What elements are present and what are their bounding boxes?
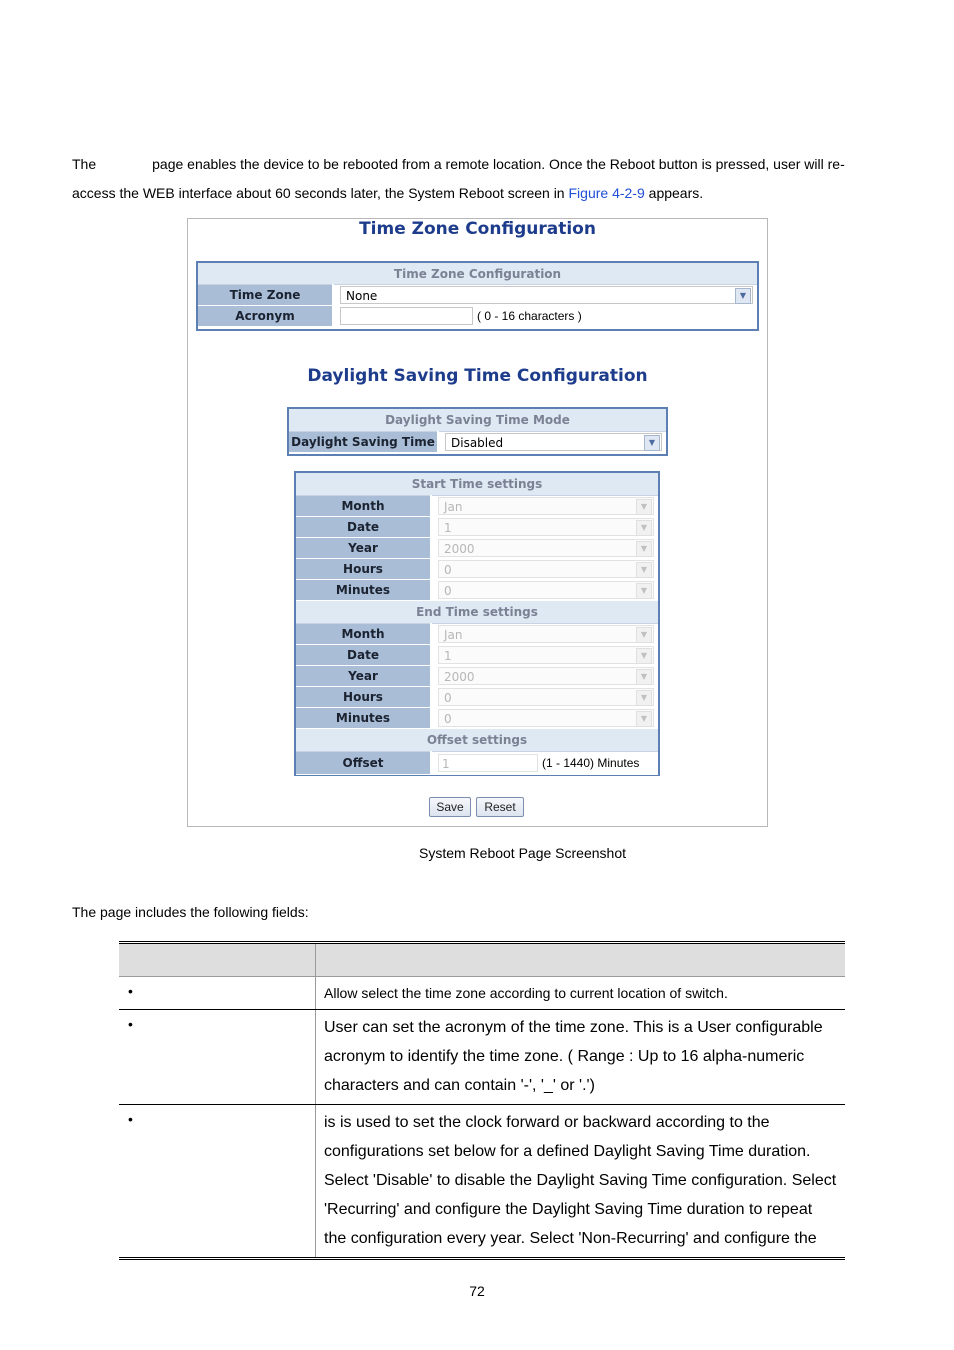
acronym-label: Acronym [198,306,333,327]
figure-link[interactable]: Figure 4-2-9 [568,184,645,201]
start-date-value: 1 [444,521,452,535]
object-column-header [119,943,316,977]
dst-mode-header: Daylight Saving Time Mode [289,409,666,432]
end-year-value: 2000 [444,670,475,684]
chevron-down-icon: ▼ [636,627,652,643]
start-minutes-value: 0 [444,584,452,598]
start-minutes-select[interactable] [438,581,654,599]
offset-label: Offset [296,752,431,775]
chevron-down-icon: ▼ [735,288,751,304]
fields-table-header [119,943,845,977]
chevron-down-icon: ▼ [636,562,652,578]
start-minutes-label: Minutes [296,580,431,601]
start-year-value: 2000 [444,542,475,556]
offset-input[interactable]: 1 [438,754,538,772]
dst-mode-value: Disabled [451,436,504,451]
start-year-label: Year [296,538,431,559]
end-year-select[interactable] [438,667,654,685]
chevron-down-icon: ▼ [636,499,652,515]
table-row [119,1105,845,1259]
intro-paragraph [72,150,852,207]
time-zone-label: Time Zone [198,285,333,306]
dst-mode-label: Daylight Saving Time [289,432,438,453]
tz-table-header: Time Zone Configuration [198,263,757,285]
tz-table-frame [196,261,759,331]
end-date-select[interactable] [438,646,654,664]
intro-text-2: page enables the device to be rebooted from a remote location. Once the Reboot button is pressed, user will re-access the WEB interface about 60 seconds later, the System Reboot screen in [72,156,845,201]
start-hours-label: Hours [296,559,431,580]
chevron-down-icon: ▼ [636,520,652,536]
time-zone-select[interactable] [340,286,753,304]
dst-mode-frame [287,407,668,456]
end-minutes-label: Minutes [296,708,431,729]
chevron-down-icon: ▼ [636,648,652,664]
start-month-label: Month [296,496,431,517]
dst-mode-select[interactable] [445,433,662,451]
end-month-value: Jan [444,628,463,643]
end-minutes-value: 0 [444,712,452,726]
start-hours-select[interactable] [438,560,654,578]
page-number: 72 [469,1283,485,1299]
chevron-down-icon: ▼ [636,711,652,727]
start-date-label: Date [296,517,431,538]
fields-table [119,941,845,1260]
bullet: • [119,1105,316,1259]
offset-hint: (1 - 1440) Minutes [542,756,640,771]
start-date-select[interactable] [438,518,654,536]
fields-intro: The page includes the following fields: [72,904,309,920]
intro-text-3: appears. [648,184,704,201]
reset-button[interactable]: Reset [476,797,524,817]
end-hours-label: Hours [296,687,431,708]
row-description: is is used to set the clock forward or backward according to the configurations set below for a defined Daylight Saving Time duration. Select 'Disable' to disable the Daylight Saving Time configuration. Select 'Recurring' and configure the Daylight Saving Time duration to repeat the configuration every year. Select 'Non-Recurring' and configure the [316,1105,846,1259]
start-year-select[interactable] [438,539,654,557]
chevron-down-icon: ▼ [636,690,652,706]
figure-caption [0,845,954,861]
chevron-down-icon: ▼ [636,541,652,557]
time-zone-value: None [346,289,378,304]
row-description: User can set the acronym of the time zone. This is a User configurable acronym to identify the time zone. ( Range : Up to 16 alpha-numeric characters and can contain '-', '_' or '.') [316,1010,846,1105]
end-minutes-select[interactable] [438,709,654,727]
start-month-value: Jan [444,500,463,515]
acronym-hint: ( 0 - 16 characters ) [477,309,582,323]
end-month-select[interactable] [438,625,654,643]
end-year-label: Year [296,666,431,687]
start-month-select[interactable] [438,497,654,515]
chevron-down-icon: ▼ [636,669,652,685]
end-date-label: Date [296,645,431,666]
time-settings-frame [294,471,660,776]
intro-text-1: The [72,156,97,172]
bullet: • [119,1010,316,1105]
chevron-down-icon: ▼ [636,583,652,599]
end-date-value: 1 [444,649,452,663]
end-time-header: End Time settings [296,601,658,624]
save-button[interactable]: Save [429,797,471,817]
table-row [119,977,845,1010]
dst-title: Daylight Saving Time Configuration [307,366,648,386]
end-month-label: Month [296,624,431,645]
chevron-down-icon: ▼ [644,435,660,451]
tz-page-title: Time Zone Configuration [359,219,596,239]
description-column-header [316,943,846,977]
start-hours-value: 0 [444,563,452,577]
row-description: Allow select the time zone according to current location of switch. [316,977,846,1010]
end-hours-select[interactable] [438,688,654,706]
start-time-header: Start Time settings [296,473,658,496]
bullet: • [119,977,316,1010]
end-hours-value: 0 [444,691,452,705]
acronym-input[interactable] [340,307,473,325]
caption-text: System Reboot Page Screenshot [418,845,626,861]
table-row [119,1010,845,1105]
screenshot-frame [187,218,768,827]
offset-header: Offset settings [296,729,658,752]
